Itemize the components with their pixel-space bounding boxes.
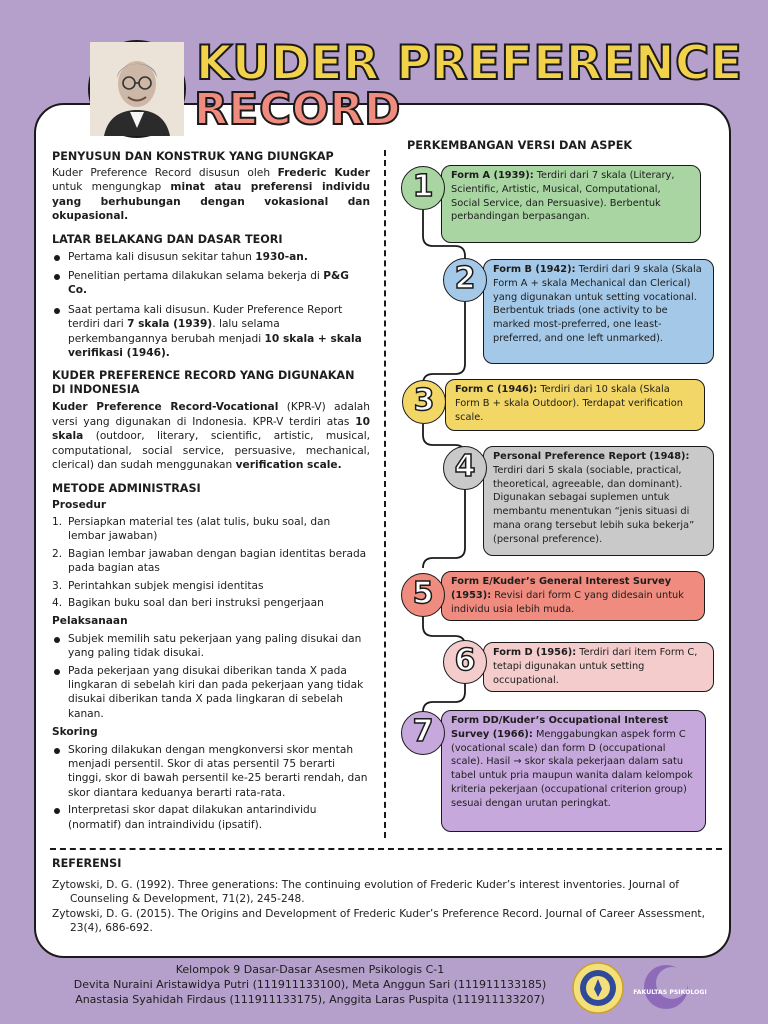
- number-badge: 2: [443, 258, 487, 302]
- version-head: Form B (1942):: [493, 264, 576, 275]
- version-head: Form DD/Kuder’s Occupational Interest Survey (1966):: [451, 715, 669, 740]
- section-title: PENYUSUN DAN KONSTRUK YANG DIUNGKAP: [52, 150, 334, 163]
- text-run-bold: 1930-an.: [255, 250, 308, 263]
- subsection-label: Skoring: [52, 726, 98, 739]
- version-head: Personal Preference Report (1948):: [493, 451, 690, 462]
- version-card: [441, 710, 706, 832]
- references: [52, 857, 712, 936]
- list-item: [52, 303, 370, 361]
- version-head: Form D (1956):: [493, 647, 577, 658]
- list-item: 3. Perintahkan subjek mengisi identitas: [52, 579, 264, 592]
- number-badge: 1: [401, 166, 445, 210]
- text-run-bold: Frederic Kuder: [277, 167, 370, 179]
- text-run: Saat pertama kali disusun. Kuder Preference Report terdiri dari: [68, 303, 343, 331]
- list-item-text: Bagikan buku soal dan beri instruksi pengerjaan: [68, 596, 324, 609]
- reference-item: Zytowski, D. G. (2015). The Origins and Development of Frederic Kuder’s Preference Record. Journal of Career Assessment, 23(4), 686-692.: [52, 907, 705, 935]
- bullet-list: [52, 632, 370, 721]
- bullet-list: [52, 743, 370, 832]
- footer-line: Anastasia Syahidah Firdaus (111911133175), Anggita Laras Puspita (111911133207): [75, 993, 545, 1006]
- section-divider: [50, 848, 722, 850]
- list-item: Skoring dilakukan dengan mengkonversi skor mentah menjadi persentil. Skor di atas persentil 75 berarti tinggi, skor di bawah persentil ke-25 berarti rendah, dan skor diantara keduanya berarti rata-rata.: [52, 743, 370, 801]
- text-run-bold: P&G Co.: [68, 270, 349, 297]
- text-run: . lalu selama perkembangannya berubah menjadi: [68, 318, 280, 345]
- numbered-list: [52, 515, 370, 610]
- footer-line: Kelompok 9 Dasar-Dasar Asesmen Psikologis C-1: [175, 963, 445, 976]
- version-card: [483, 259, 714, 364]
- version-text: Terdiri dari 5 skala (sociable, practical, theoretical, agreeable, dan dominant). Digunakan sebagai suplemen untuk membantu menentukan “jenis situasi di mana orang tersebut lebih suka bekerja” (personal preference).: [493, 464, 695, 545]
- version-text: Terdiri dari 7 skala (Literary, Scientific, Artistic, Musical, Computational, Social Service, dan Persuasive). Berbentuk perbandingan berpasangan.: [451, 170, 675, 223]
- title-line-2: RECORD: [194, 84, 402, 135]
- footer-line: Devita Nuraini Aristawidya Putri (111911133100), Meta Anggun Sari (111911133185): [73, 978, 547, 991]
- text-run: Penelitian pertama dilakukan selama bekerja di: [68, 270, 324, 283]
- column-divider: [384, 150, 386, 838]
- title-line-1: KUDER PREFERENCE: [196, 36, 743, 91]
- version-text: Terdiri dari 10 skala (Skala Form B + skala Outdoor). Terdapat verification scale.: [455, 384, 683, 423]
- text-run: Pertama kali disusun sekitar tahun: [68, 250, 256, 263]
- list-item: [52, 250, 370, 264]
- version-head: Form E/Kuder’s General Interest Survey (1953):: [451, 576, 672, 601]
- faculty-logo: [633, 963, 707, 1013]
- references-title: REFERENSI: [52, 857, 122, 870]
- bullet-list: [52, 250, 370, 361]
- section-title: LATAR BELAKANG DAN DASAR TEORI: [52, 232, 283, 246]
- version-card: [483, 642, 714, 692]
- list-item: Interpretasi skor dapat dilakukan antarindividu (normatif) dan intraindividu (ipsatif).: [52, 803, 370, 832]
- subsection-label: Prosedur: [52, 498, 107, 511]
- text-run-bold: Kuder Preference Record-Vocational: [52, 401, 279, 414]
- text-run: (outdoor, literary, scientific, artistic, musical, computational, social service, persuasive, mechanical, clerical) dan sudah menggunakan: [52, 430, 370, 472]
- text-run: untuk mengungkap: [52, 181, 171, 194]
- section-text: [52, 166, 370, 224]
- text-run: Kuder Preference Record disusun oleh: [52, 167, 278, 179]
- section-title: METODE ADMINISTRASI: [52, 481, 201, 495]
- reference-item: Zytowski, D. G. (1992). Three generations: The continuing evolution of Frederic Kuder’s interest inventories. Journal of Counseling & Development, 71(2), 245-248.: [52, 878, 680, 906]
- version-card: [441, 571, 705, 621]
- version-text: Terdiri dari item Form C, tetapi digunakan untuk setting occupational.: [493, 647, 698, 686]
- version-card: [483, 446, 714, 556]
- version-head: Form A (1939):: [451, 170, 534, 181]
- text-run-bold: verification scale.: [235, 459, 342, 472]
- list-item: Pada pekerjaan yang disukai diberikan tanda X pada lingkaran di sebelah kiri dan pada pekerjaan yang tidak disukai diberikan tanda X pada lingkaran di sebelah kanan.: [52, 664, 370, 722]
- footer-credits: [60, 962, 560, 1007]
- list-item: 1. Persiapkan material tes (alat tulis, buku soal, dan lembar jawaban): [52, 515, 331, 543]
- text-run-bold: minat atau preferensi individu yang berhubungan dengan vokasional dan okupasional.: [52, 181, 370, 223]
- version-head: Form C (1946):: [455, 384, 538, 395]
- list-item: [52, 269, 370, 298]
- number-badge: 5: [401, 573, 445, 617]
- text-run-bold: 7 skala (1939): [127, 318, 213, 331]
- version-text: Revisi dari form C yang didesain untuk individu usia lebih muda.: [451, 589, 684, 615]
- text-run-bold: 10 skala: [52, 415, 370, 443]
- versions-title: PERKEMBANGAN VERSI DAN ASPEK: [407, 139, 633, 152]
- version-text: Menggabungkan aspek form C (vocational scale) dan form D (occupational scale). Hasil → skor skala pekerjaan dalam satu tabel untuk pria maupun wanita dalam kelompok kriteria pekerjaan (occupational criterion group) sesuai dengan urutan peringkat.: [451, 728, 693, 809]
- section-text: [52, 400, 370, 472]
- list-item: 4. Bagikan buku soal dan beri instruksi pengerjaan: [52, 596, 324, 609]
- number-badge: 4: [443, 446, 487, 490]
- portrait-photo: [88, 40, 186, 138]
- faculty-logo-text: FAKULTAS PSIKOLOGI: [633, 989, 707, 996]
- subsection-label: Pelaksanaan: [52, 615, 128, 628]
- number-badge: 3: [402, 380, 446, 424]
- list-item: Subjek memilih satu pekerjaan yang paling disukai dan yang paling tidak disukai.: [52, 632, 370, 661]
- version-card: [445, 379, 705, 431]
- section-title: KUDER PREFERENCE RECORD YANG DIGUNAKAN DI INDONESIA: [52, 369, 355, 397]
- left-column: [52, 150, 370, 832]
- list-item-text: Perintahkan subjek mengisi identitas: [68, 579, 264, 592]
- version-card: [441, 165, 701, 243]
- text-run-bold: 10 skala + skala verifikasi (1946).: [68, 332, 362, 360]
- version-text: Terdiri dari 9 skala (Skala Form A + skala Mechanical dan Clerical) yang digunakan untuk setting vocational. Berbentuk triads (one activity to be marked most-preferred, one least-preferred, and one left unmarked).: [493, 264, 702, 344]
- number-badge: 7: [401, 711, 445, 755]
- university-logo: [572, 962, 624, 1014]
- text-run: (KPR-V) adalah versi yang digunakan di Indonesia. KPR-V terdiri atas: [52, 401, 370, 428]
- list-item-text: Persiapkan material tes (alat tulis, buku soal, dan lembar jawaban): [68, 515, 331, 543]
- number-badge: 6: [443, 640, 487, 684]
- list-item-text: Bagian lembar jawaban dengan bagian identitas berada pada bagian atas: [68, 547, 367, 575]
- list-item: 2. Bagian lembar jawaban dengan bagian identitas berada pada bagian atas: [52, 547, 367, 575]
